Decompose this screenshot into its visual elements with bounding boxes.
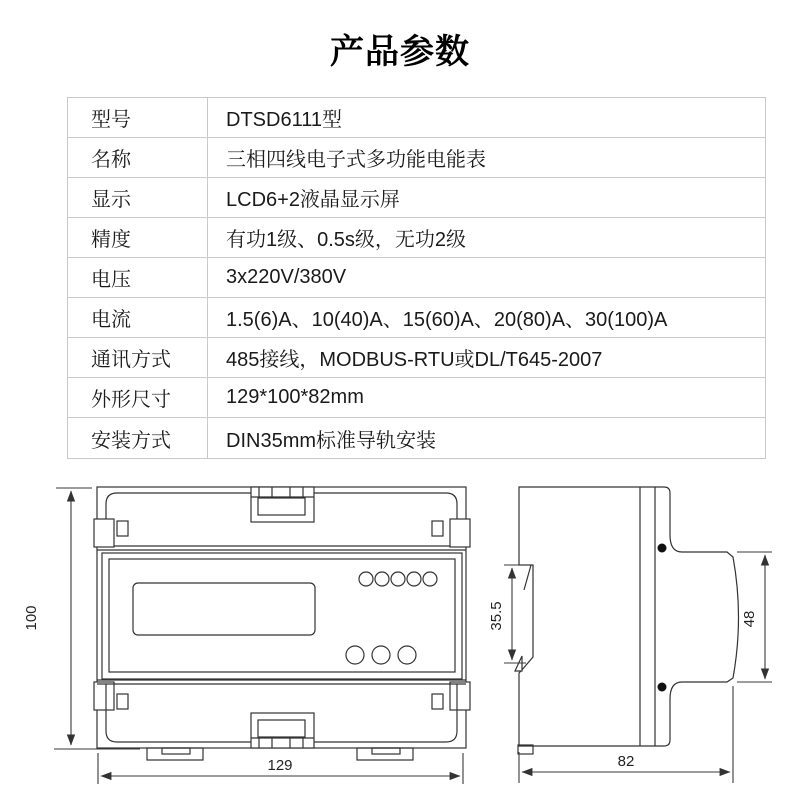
spec-label-dimensions: 外形尺寸 bbox=[68, 378, 208, 417]
spec-label-current: 电流 bbox=[68, 298, 208, 337]
spec-label-accuracy: 精度 bbox=[68, 218, 208, 257]
spec-value-voltage: 3x220V/380V bbox=[226, 266, 347, 288]
spec-value-accuracy: 有功1级、0.5s级，无功2级 bbox=[226, 229, 467, 251]
spec-label-communication: 通讯方式 bbox=[68, 338, 208, 377]
panel-buttons bbox=[346, 646, 416, 664]
table-row bbox=[68, 218, 765, 258]
spec-label-voltage: 电压 bbox=[68, 258, 208, 297]
table-row bbox=[68, 178, 765, 218]
dim-width-label: 129 bbox=[267, 757, 293, 774]
dimension-depth bbox=[519, 686, 733, 783]
dimension-height bbox=[23, 488, 140, 749]
table-row bbox=[68, 298, 765, 338]
screw-hole bbox=[117, 694, 128, 709]
screw-dot bbox=[658, 544, 667, 553]
table-row bbox=[68, 138, 765, 178]
front-panel bbox=[102, 553, 462, 679]
dimension-panel bbox=[737, 552, 772, 682]
table-row bbox=[68, 258, 765, 298]
dimension-width bbox=[98, 753, 463, 784]
top-seal-clip bbox=[251, 487, 314, 522]
spec-value-current: 1.5(6)A、10(40)A、15(60)A、20(80)A、30(100)A bbox=[226, 309, 668, 331]
spec-value-mounting: DIN35mm标准导轨安装 bbox=[226, 429, 437, 452]
side-latch-tab bbox=[94, 682, 114, 710]
spec-label-model: 型号 bbox=[68, 98, 208, 137]
spec-value-display: LCD6+2液晶显示屏 bbox=[226, 189, 400, 211]
dim-panel-label: 48 bbox=[741, 610, 758, 628]
front-view-drawing bbox=[23, 487, 470, 784]
spec-table bbox=[67, 97, 766, 459]
bottom-seal-clip bbox=[251, 713, 314, 748]
table-row bbox=[68, 378, 765, 418]
screw-hole bbox=[117, 521, 128, 536]
indicator-leds bbox=[359, 572, 437, 586]
table-row bbox=[68, 418, 765, 458]
meter-front-outline bbox=[97, 487, 466, 748]
spec-value-communication: 485接线，MODBUS-RTU或DL/T645-2007 bbox=[226, 349, 603, 371]
spec-value-name: 三相四线电子式多功能电能表 bbox=[226, 149, 486, 171]
screw-hole bbox=[432, 521, 443, 536]
screw-dot bbox=[658, 683, 667, 692]
spec-label-display: 显示 bbox=[68, 178, 208, 217]
spec-label-mounting: 安装方式 bbox=[68, 418, 208, 458]
spec-value-model: DTSD6111型 bbox=[226, 109, 342, 131]
table-row bbox=[68, 98, 765, 138]
screw-hole bbox=[432, 694, 443, 709]
dim-rail-label: 35.5 bbox=[488, 601, 505, 631]
meter-side-outline bbox=[519, 487, 739, 746]
side-latch-tab bbox=[450, 682, 470, 710]
spec-value-dimensions: 129*100*82mm bbox=[226, 386, 364, 408]
lcd-screen bbox=[133, 583, 315, 635]
side-view-drawing bbox=[488, 487, 772, 783]
page-title: 产品参数 bbox=[330, 33, 470, 71]
dim-depth-label: 82 bbox=[617, 753, 635, 770]
dimension-rail bbox=[488, 565, 530, 663]
technical-drawings bbox=[0, 470, 800, 800]
spec-label-name: 名称 bbox=[68, 138, 208, 177]
din-rail-hook bbox=[524, 565, 531, 590]
table-row bbox=[68, 338, 765, 378]
side-latch-tab bbox=[450, 519, 470, 547]
side-latch-tab bbox=[94, 519, 114, 547]
dim-height-label: 100 bbox=[23, 605, 40, 631]
